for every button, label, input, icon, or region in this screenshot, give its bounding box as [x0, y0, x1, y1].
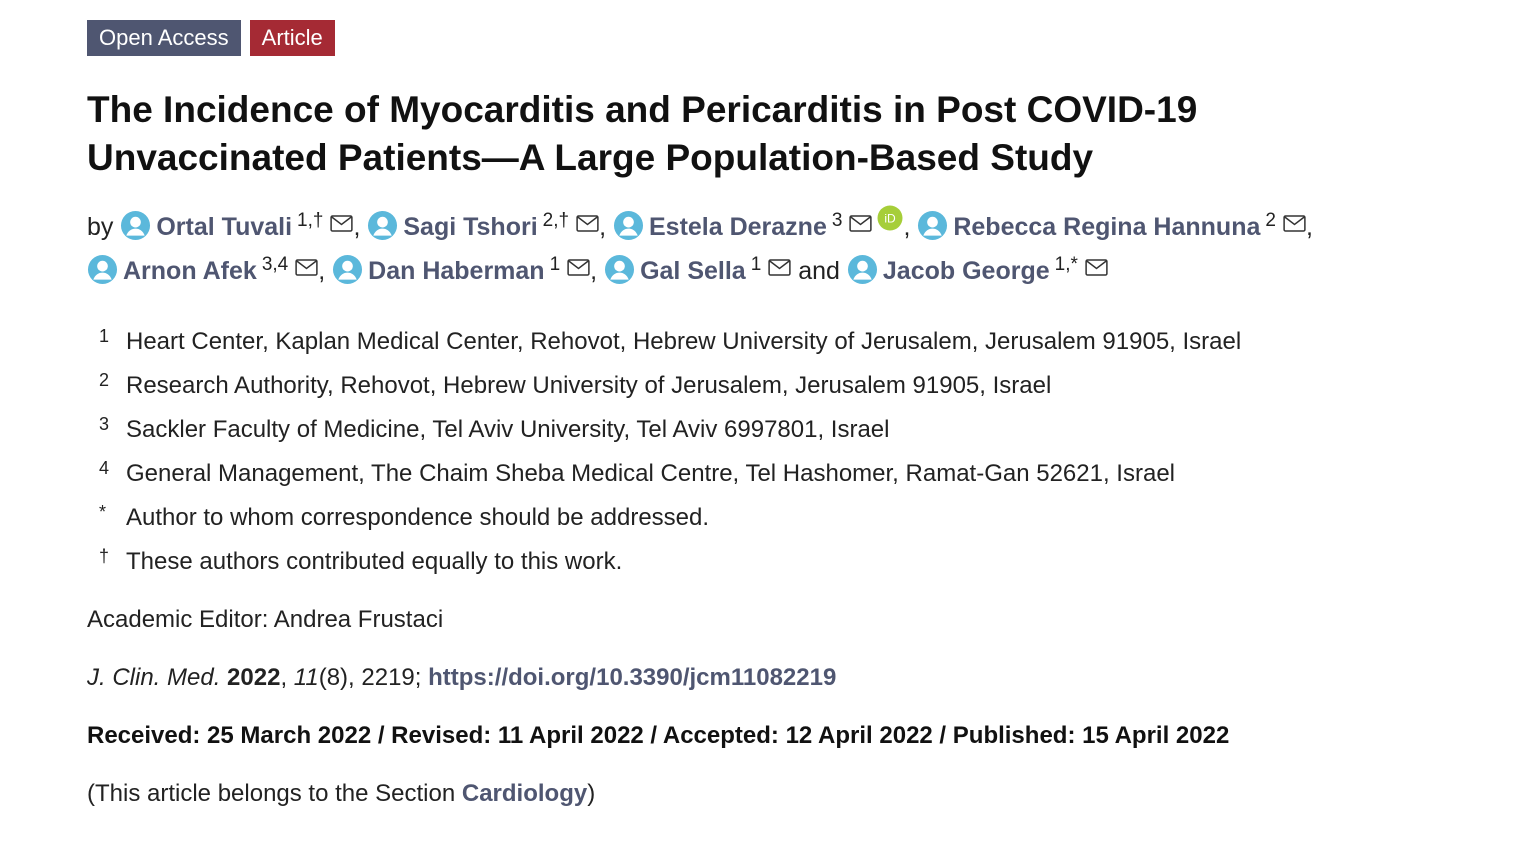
author-affiliation-sup: 1 [750, 254, 762, 275]
affiliation-text: Heart Center, Kaplan Medical Center, Rehovot, Hebrew University of Jerusalem, Jerusalem 91905, Israel [126, 328, 1242, 355]
section-suffix: ) [587, 780, 596, 807]
affiliation-item [99, 326, 1487, 370]
affiliation-text: Research Authority, Rehovot, Hebrew University of Jerusalem, Jerusalem 91905, Israel [126, 372, 1052, 399]
envelope-icon[interactable] [849, 205, 872, 222]
author[interactable] [847, 254, 1108, 285]
author-name[interactable]: Dan Haberman [368, 257, 545, 285]
author-affiliation-sup: 3,4 [261, 254, 289, 275]
author-name[interactable]: Gal Sella [640, 257, 746, 285]
author-affiliation-sup: 2,† [542, 210, 570, 231]
article-section [87, 779, 595, 809]
affiliation-item [99, 370, 1487, 414]
author-separator: , [590, 257, 598, 285]
envelope-icon[interactable] [1283, 205, 1306, 222]
citation-volume: 11 [293, 664, 319, 691]
user-avatar-icon[interactable] [120, 210, 151, 241]
author[interactable] [120, 210, 353, 241]
badges [87, 20, 1487, 56]
author-separator: , [1305, 213, 1313, 241]
user-avatar-icon[interactable] [604, 254, 635, 285]
citation-issue: (8) [318, 664, 349, 691]
author-affiliation-sup: 1 [549, 254, 561, 275]
affiliation-text: General Management, The Chaim Sheba Medical Centre, Tel Hashomer, Ramat-Gan 52621, Israel [126, 460, 1175, 487]
affiliation-key: 3 [99, 414, 110, 434]
user-avatar-icon[interactable] [332, 254, 363, 285]
academic-editor-name: Andrea Frustaci [273, 606, 444, 633]
journal-abbrev: J. Clin. Med. [87, 664, 221, 691]
envelope-icon[interactable] [768, 249, 791, 266]
author-affiliation-sup: 2 [1265, 210, 1276, 231]
author-name[interactable]: Jacob George [882, 257, 1050, 285]
by-label: by [87, 213, 114, 241]
author-list [87, 202, 1407, 290]
envelope-icon[interactable] [576, 205, 599, 222]
author-separator: , [599, 213, 607, 241]
section-link-cardiology[interactable]: Cardiology [461, 780, 588, 807]
doi-link[interactable]: https://doi.org/10.3390/jcm11082219 [428, 664, 837, 691]
academic-editor-label: Academic Editor: [87, 606, 269, 633]
affiliation-key: 2 [99, 370, 110, 390]
author-separator: , [903, 213, 911, 241]
user-avatar-icon[interactable] [917, 210, 948, 241]
publication-dates: Received: 25 March 2022 / Revised: 11 April 2022 / Accepted: 12 April 2022 / Published: 15 April 2022 [87, 722, 1230, 749]
author-affiliation-sup: 1,† [297, 210, 324, 231]
author-name[interactable]: Arnon Afek [123, 257, 257, 285]
envelope-icon[interactable] [295, 249, 318, 266]
author[interactable] [917, 210, 1306, 241]
envelope-icon[interactable] [330, 205, 353, 222]
affiliation-item [99, 546, 1487, 590]
author[interactable] [87, 254, 318, 285]
author-name[interactable]: Rebecca Regina Hannuna [953, 213, 1261, 241]
affiliation-key: 4 [99, 458, 110, 478]
orcid-icon[interactable] [877, 204, 903, 230]
author-name[interactable]: Estela Derazne [648, 213, 827, 241]
author-name[interactable]: Ortal Tuvali [156, 213, 293, 241]
author-affiliation-sup: 1,* [1054, 254, 1078, 275]
author[interactable] [613, 210, 903, 241]
envelope-icon[interactable] [567, 249, 590, 266]
user-avatar-icon[interactable] [847, 254, 878, 285]
user-avatar-icon[interactable] [87, 254, 118, 285]
affiliation-key: 1 [99, 326, 110, 346]
article-header [87, 20, 1487, 590]
article-type-badge[interactable]: Article [250, 20, 335, 56]
author[interactable] [332, 254, 590, 285]
citation-year: 2022 [227, 664, 281, 691]
user-avatar-icon[interactable] [367, 210, 398, 241]
and-label: and [798, 257, 840, 285]
svg-text:iD: iD [884, 211, 897, 226]
citation: J. Clin. Med. 2022, 11(8), 2219; https://doi.org/10.3390/jcm11082219 [87, 664, 837, 691]
affiliation-item [99, 458, 1487, 502]
envelope-icon[interactable] [1085, 249, 1108, 266]
author-separator: , [353, 213, 361, 241]
author[interactable] [367, 210, 599, 241]
citation-article-number: 2219 [361, 664, 415, 691]
affiliation-text: These authors contributed equally to this work. [126, 548, 623, 575]
affiliation-item [99, 414, 1487, 458]
academic-editor [87, 605, 443, 635]
affiliation-text: Sackler Faculty of Medicine, Tel Aviv University, Tel Aviv 6997801, Israel [126, 416, 890, 443]
author-separator: , [318, 257, 326, 285]
author[interactable] [604, 254, 791, 285]
affiliation-text: Author to whom correspondence should be addressed. [126, 504, 710, 531]
affiliations-list [87, 326, 1487, 590]
article-title: The Incidence of Myocarditis and Pericarditis in Post COVID-19 Unvaccinated Patients—A Large Population-Based Study [87, 89, 1198, 178]
affiliation-item [99, 502, 1487, 546]
affiliation-key: † [99, 546, 110, 566]
user-avatar-icon[interactable] [613, 210, 644, 241]
section-prefix: (This article belongs to the Section [87, 780, 462, 807]
open-access-badge[interactable]: Open Access [87, 20, 241, 56]
affiliation-key: * [99, 502, 107, 522]
author-name[interactable]: Sagi Tshori [403, 213, 538, 241]
author-affiliation-sup: 3 [831, 210, 843, 231]
